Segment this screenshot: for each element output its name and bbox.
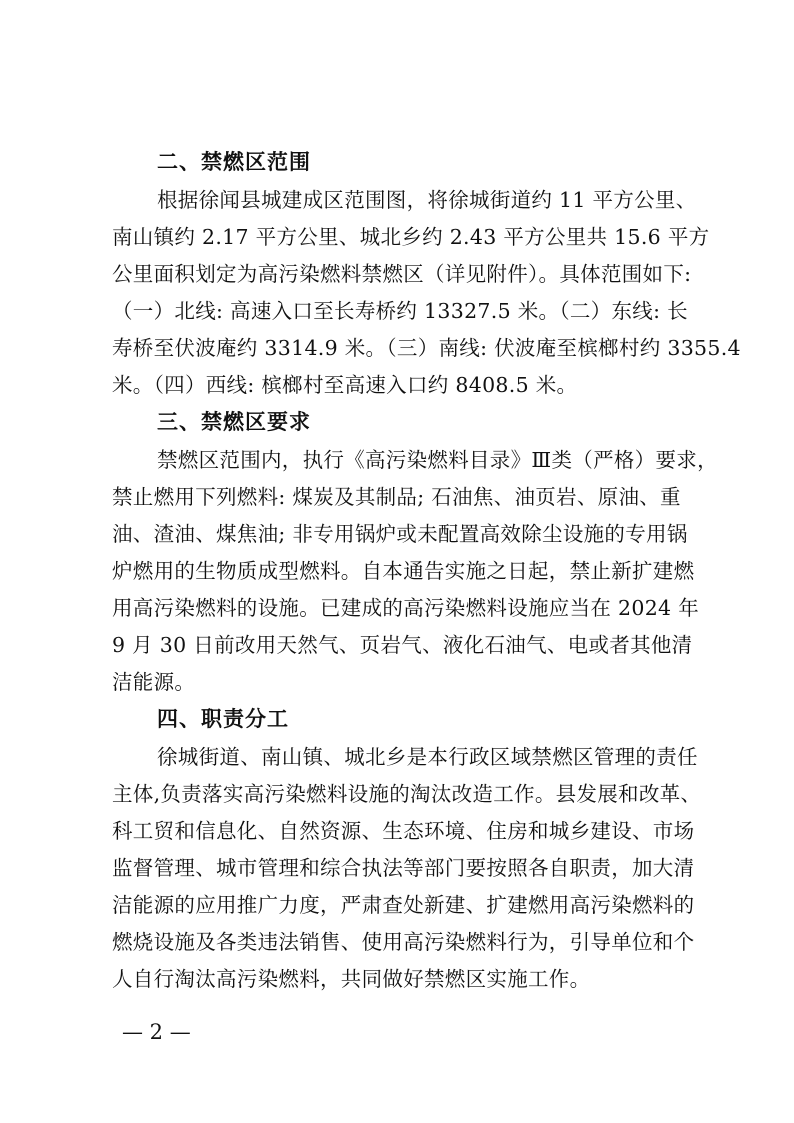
paragraph-line: 9 月 30 日前改用天然气、页岩气、液化石油气、电或者其他清	[112, 633, 693, 657]
paragraph-line: 米。（四）西线: 槟榔村至高速入口约 8408.5 米。	[112, 373, 578, 397]
paragraph-line: 洁能源的应用推广力度，严肃查处新建、扩建燃用高污染燃料的	[112, 893, 695, 917]
page-number: — 2 —	[122, 1020, 191, 1044]
paragraph-line: 科工贸和信息化、自然资源、生态环境、住房和城乡建设、市场	[112, 819, 695, 843]
paragraph-line: 洁能源。	[112, 670, 196, 694]
paragraph-line: 公里面积划定为高污染燃料禁燃区（详见附件）。具体范围如下:	[112, 262, 692, 286]
paragraph-line: 徐城街道、南山镇、城北乡是本行政区域禁燃区管理的责任	[157, 745, 698, 769]
paragraph-line: 南山镇约 2.17 平方公里、城北乡约 2.43 平方公里共 15.6 平方	[112, 225, 710, 249]
paragraph-line: 监督管理、城市管理和综合执法等部门要按照各自职责，加大清	[112, 856, 695, 880]
paragraph-line: （一）北线: 高速入口至长寿桥约 13327.5 米。（二）东线: 长	[112, 299, 688, 323]
paragraph-line: 用高污染燃料的设施。已建成的高污染燃料设施应当在 2024 年	[112, 596, 700, 620]
section-heading-requirements: 三、禁燃区要求	[157, 410, 311, 434]
paragraph-line: 禁止燃用下列燃料: 煤炭及其制品; 石油焦、油页岩、原油、重	[112, 485, 681, 509]
paragraph-line: 根据徐闻县城建成区范围图，将徐城街道约 11 平方公里、	[157, 188, 697, 212]
paragraph-line: 油、渣油、煤焦油; 非专用锅炉或未配置高效除尘设施的专用锅	[112, 522, 688, 546]
section-heading-responsibilities: 四、职责分工	[157, 707, 289, 731]
paragraph-line: 寿桥至伏波庵约 3314.9 米。（三）南线: 伏波庵至槟榔村约 3355.4	[112, 336, 741, 360]
paragraph-line: 燃烧设施及各类违法销售、使用高污染燃料行为，引导单位和个	[112, 930, 695, 954]
paragraph-line: 炉燃用的生物质成型燃料。自本通告实施之日起，禁止新扩建燃	[112, 559, 695, 583]
paragraph-line: 禁燃区范围内，执行《高污染燃料目录》Ⅲ类（严格）要求，	[157, 448, 718, 472]
section-heading-scope: 二、禁燃区范围	[157, 150, 311, 174]
paragraph-line: 主体,负责落实高污染燃料设施的淘汰改造工作。县发展和改革、	[112, 782, 702, 806]
paragraph-line: 人自行淘汰高污染燃料，共同做好禁燃区实施工作。	[112, 967, 591, 991]
